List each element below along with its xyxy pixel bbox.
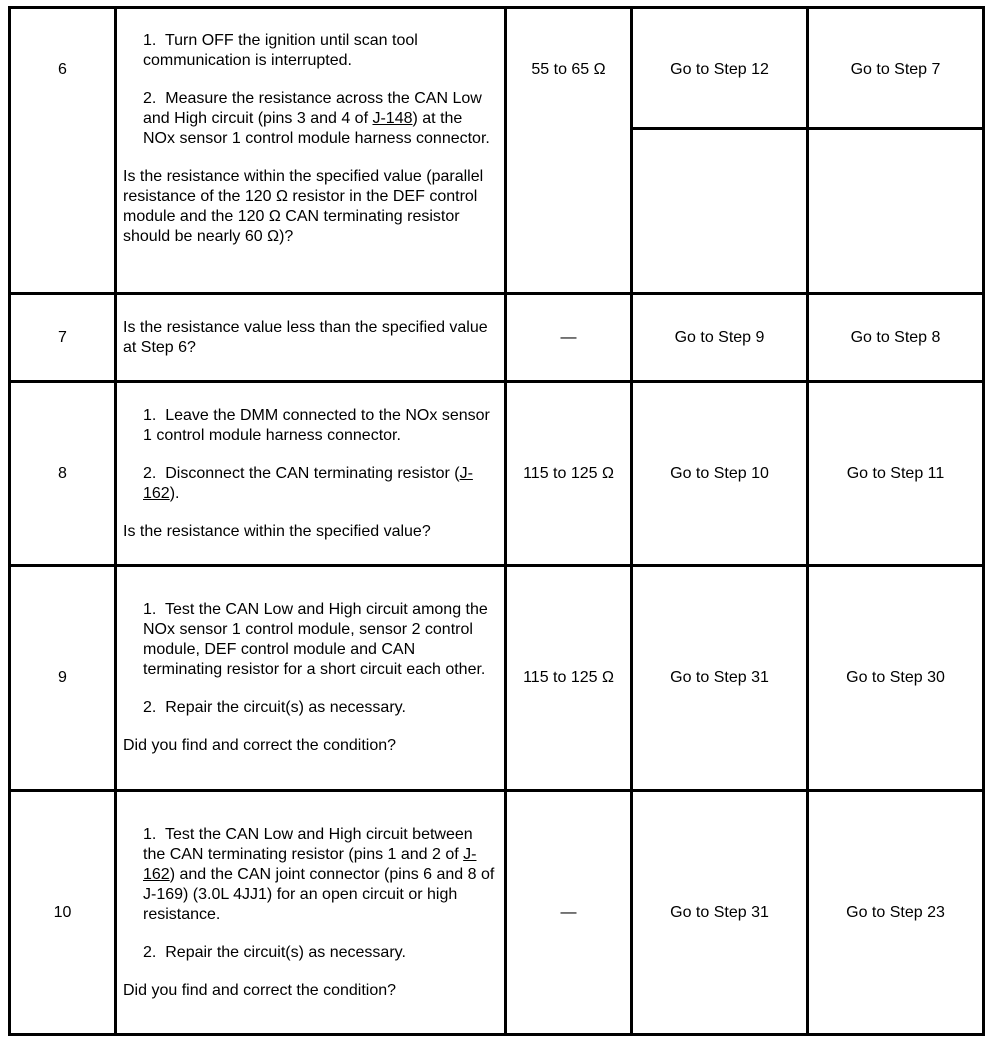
action-cell <box>116 294 506 382</box>
spec-value: 115 to 125 Ω <box>523 464 614 482</box>
cell-divider <box>633 127 806 130</box>
no-cell <box>808 382 984 566</box>
action-text: Leave the DMM connected to the NOx sensor 1 control module harness connector. <box>143 406 490 444</box>
no-cell <box>808 791 984 1035</box>
step-number-cell <box>10 294 116 382</box>
spec-value-cell <box>506 8 632 294</box>
no-action[interactable]: Go to Step 7 <box>850 61 941 78</box>
action-text: Turn OFF the ignition until scan tool communication is interrupted. <box>143 32 418 69</box>
action-item: 1. Test the CAN Low and High circuit between the CAN terminating resistor (pins 1 and 2 of J-162) and the CAN joint connector (pins 6 and 8 of J-169) (3.0L 4JJ1) for an open circuit or high resistance. <box>143 825 495 923</box>
spec-value-cell <box>506 791 632 1035</box>
spec-value: — <box>560 903 577 921</box>
yes-action[interactable]: Go to Step 12 <box>670 61 769 78</box>
table-row <box>10 8 984 294</box>
no-action[interactable]: Go to Step 8 <box>850 328 941 346</box>
no-cell <box>808 8 984 294</box>
yes-cell <box>632 294 808 382</box>
spec-value-cell <box>506 382 632 566</box>
step-number-cell <box>10 382 116 566</box>
action-cell <box>116 382 506 566</box>
action-item: 2. Repair the circuit(s) as necessary. <box>143 943 406 961</box>
yes-cell <box>632 791 808 1035</box>
table-row <box>10 382 984 566</box>
question-text: Did you find and correct the condition? <box>123 981 397 999</box>
table-row <box>10 294 984 382</box>
step-number: 10 <box>53 903 72 921</box>
step-number: 9 <box>58 669 67 686</box>
action-cell <box>116 791 506 1035</box>
spec-value: 55 to 65 Ω <box>531 61 606 78</box>
step-number: 7 <box>58 328 67 346</box>
question-text: Is the resistance value less than the specified value at Step 6? <box>123 318 488 356</box>
action-cell <box>116 566 506 791</box>
no-cell <box>808 566 984 791</box>
action-item: 2. Disconnect the CAN terminating resistor (J-162). <box>143 464 473 502</box>
yes-cell <box>632 8 808 294</box>
connector-link-j148[interactable]: J-148 <box>372 110 413 127</box>
step-number: 8 <box>58 464 67 482</box>
step-number-cell <box>10 566 116 791</box>
action-text: Disconnect the CAN terminating resistor ( <box>165 464 460 482</box>
no-action[interactable]: Go to Step 23 <box>846 903 945 921</box>
action-text: Repair the circuit(s) as necessary. <box>165 699 406 716</box>
spec-value: — <box>560 328 577 346</box>
question-text: Did you find and correct the condition? <box>123 737 397 754</box>
action-text: Repair the circuit(s) as necessary. <box>165 943 406 961</box>
table-row <box>10 566 984 791</box>
spec-value: 115 to 125 Ω <box>523 669 614 686</box>
table-row <box>10 791 984 1035</box>
question-text: Is the resistance within the specified value (parallel resistance of the 120 Ω resistor in the DEF control module and the 120 Ω CAN terminating resistor should be nearly 60 Ω)? <box>123 168 484 245</box>
diagnostic-table <box>8 6 985 1036</box>
action-text: Measure the resistance across the CAN Low and High circuit (pins 3 and 4 of <box>143 90 482 127</box>
yes-cell <box>632 382 808 566</box>
yes-action[interactable]: Go to Step 10 <box>670 464 769 482</box>
step-number: 6 <box>58 61 67 78</box>
action-item: 2. Repair the circuit(s) as necessary. <box>143 699 406 716</box>
action-item: 1. Test the CAN Low and High circuit among the NOx sensor 1 control module, sensor 2 control module, DEF control module and CAN terminating resistor for a short circuit each other. <box>143 601 488 678</box>
yes-action[interactable]: Go to Step 9 <box>674 328 765 346</box>
yes-cell <box>632 566 808 791</box>
yes-action[interactable]: Go to Step 31 <box>670 669 769 686</box>
connector-link-j162[interactable]: J-162 <box>143 464 473 502</box>
no-action[interactable]: Go to Step 11 <box>846 464 945 482</box>
action-item: 1. Leave the DMM connected to the NOx sensor 1 control module harness connector. <box>143 406 490 444</box>
action-item: 2. Measure the resistance across the CAN Low and High circuit (pins 3 and 4 of J-148) at the NOx sensor 1 control module harness connector. <box>143 90 490 147</box>
spec-value-cell <box>506 566 632 791</box>
connector-link-j162[interactable]: J-162 <box>143 845 477 883</box>
action-text: Test the CAN Low and High circuit among the NOx sensor 1 control module, sensor 2 control module, DEF control module and CAN terminating resistor for a short circuit each other. <box>143 601 488 678</box>
cell-divider <box>809 127 982 130</box>
spec-value-cell <box>506 294 632 382</box>
yes-action[interactable]: Go to Step 31 <box>670 903 769 921</box>
action-item: 1. Turn OFF the ignition until scan tool communication is interrupted. <box>143 32 418 69</box>
action-cell <box>116 8 506 294</box>
no-cell <box>808 294 984 382</box>
action-text: Test the CAN Low and High circuit between the CAN terminating resistor (pins 1 and 2 of <box>143 825 473 863</box>
question-text: Is the resistance within the specified value? <box>123 522 431 540</box>
step-number-cell <box>10 791 116 1035</box>
step-number-cell <box>10 8 116 294</box>
no-action[interactable]: Go to Step 30 <box>846 669 945 686</box>
